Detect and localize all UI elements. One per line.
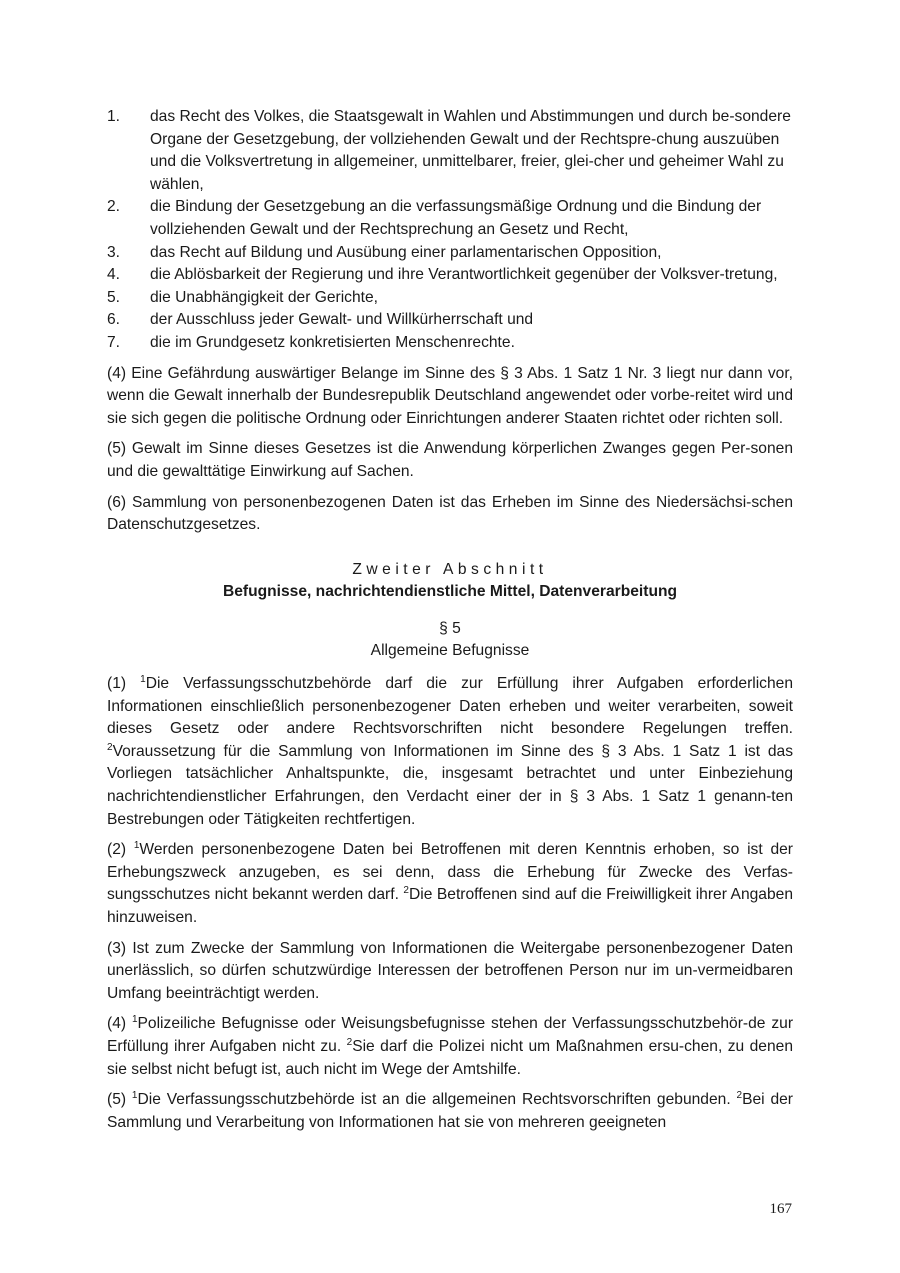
list-item-number: 7. xyxy=(107,333,121,351)
list-item-number: 6. xyxy=(107,311,121,329)
paragraph-5: (5) Gewalt im Sinne dieses Gesetzes ist die Anwendung körperlichen Zwanges gegen Per-sonen und die gewalttätige Einwirkung auf Sachen. xyxy=(107,440,793,480)
list-item-text: die Bindung der Gesetzgebung an die verfassungsmäßige Ordnung und die Bindung der vollziehenden Gewalt und der Rechtsprechung an Gesetz und Recht, xyxy=(150,198,762,238)
paragraph-heading xyxy=(107,618,793,663)
list-item-text: die im Grundgesetz konkretisierten Menschenrechte. xyxy=(150,333,515,351)
sentence-number: 1 xyxy=(140,674,146,686)
list-item-number: 2. xyxy=(107,198,121,216)
sentence-number: 2 xyxy=(736,1090,743,1102)
sentence-text: Polizeiliche Befugnisse oder Weisungsbefugnisse stehen der Verfassungsschutzbehör-de zur Erfüllung ihrer Aufgaben nicht zu. xyxy=(107,1015,794,1055)
sentence-number: 2 xyxy=(107,741,113,753)
list-item-number: 5. xyxy=(107,288,121,306)
section5-paragraph-2 xyxy=(107,839,793,929)
document-page xyxy=(107,106,793,1142)
section5-paragraph-3: (3) Ist zum Zwecke der Sammlung von Informationen die Weitergabe personenbezogener Daten unerlässlich, so dürfen schutzwürdige Interessen der betroffenen Person nur im un-vermeidbaren Umfang beeinträchtigt werden. xyxy=(107,939,793,1002)
section5-paragraph-4 xyxy=(107,1013,793,1081)
section5-paragraph-1 xyxy=(107,673,793,831)
list-item xyxy=(107,264,793,287)
list-item-text: die Unabhängigkeit der Gerichte, xyxy=(150,288,378,306)
list-item xyxy=(107,196,793,241)
para-prefix: (4) xyxy=(107,1015,132,1033)
paragraph-number: § 5 xyxy=(439,619,461,637)
list-item xyxy=(107,309,793,332)
section-heading xyxy=(107,559,793,604)
sentence-text: Sie darf die Polizei nicht um Maßnahmen ersu-chen, zu denen sie selbst nicht befugt ist, auch nicht im Wege der Amtshilfe. xyxy=(107,1037,793,1078)
list-item xyxy=(107,332,793,355)
list-item-number: 3. xyxy=(107,243,121,261)
paragraph-6: (6) Sammlung von personenbezogenen Daten ist das Erheben im Sinne des Niedersächsi-schen Datenschutzgesetzes. xyxy=(107,493,793,534)
sentence-number: 2 xyxy=(346,1036,353,1048)
sentence-text: Die Verfassungsschutzbehörde ist an die allgemeinen Rechtsvorschriften gebunden. xyxy=(137,1091,737,1109)
list-item-text: das Recht auf Bildung und Ausübung einer parlamentarischen Opposition, xyxy=(150,243,662,261)
sentence-text: Bei der Sammlung und Verarbeitung von Informationen hat sie von mehreren geeigneten xyxy=(107,1091,793,1131)
principles-list xyxy=(107,106,793,355)
sentence-text: Werden personenbezogene Daten bei Betroffenen mit deren Kenntnis erhoben, so ist der Erhebungszweck anzugeben, es sei denn, dass die Erhebung für Zwecke des Verfas-sungsschutzes nicht bekannt werden darf. xyxy=(107,841,793,904)
sentence-text: Die Verfassungsschutzbehörde darf die zur Erfüllung ihrer Aufgaben erforderlichen Informationen einschließlich personenbezogener Daten erheben und weiter verarbeiten, soweit dieses Gesetz oder andere Rechtsvorschriften nicht besondere Regelungen treffen. xyxy=(107,675,793,738)
sentence-number: 1 xyxy=(131,1014,138,1026)
paragraph-title: Allgemeine Befugnisse xyxy=(370,642,530,660)
section-title: Befugnisse, nachrichtendienstliche Mittel, Datenverarbeitung xyxy=(222,583,678,601)
list-item-number: 4. xyxy=(107,266,121,284)
para-prefix: (1) xyxy=(107,675,141,693)
sentence-text: Voraussetzung für die Sammlung von Informationen im Sinne des § 3 Abs. 1 Satz 1 ist das Vorliegen tatsächlicher Anhaltspunkte, die, insgesamt betrachtet und unter Einbeziehung nachrichtendienstlicher Erfahrungen, den Verdacht einer der in § 3 Abs. 1 Satz 1 genann-ten Bestrebungen oder Tätigkeiten rechtfertigen. xyxy=(107,742,793,828)
page-number: 167 xyxy=(769,1201,792,1217)
list-item xyxy=(107,106,793,196)
para-prefix: (5) xyxy=(107,1091,132,1109)
sentence-text: Die Betroffenen sind auf die Freiwilligkeit ihrer Angaben hinzuweisen. xyxy=(107,886,793,926)
sentence-number: 2 xyxy=(403,885,409,897)
list-item xyxy=(107,242,793,265)
list-item-number: 1. xyxy=(107,108,121,125)
list-item-text: die Ablösbarkeit der Regierung und ihre Verantwortlichkeit gegenüber der Volksver-tretung, xyxy=(150,266,778,284)
section-label: Zweiter Abschnitt xyxy=(352,560,548,578)
section5-paragraph-5 xyxy=(107,1089,793,1134)
paragraph-4: (4) Eine Gefährdung auswärtiger Belange im Sinne des § 3 Abs. 1 Satz 1 Nr. 3 liegt nur dann vor, wenn die Gewalt innerhalb der Bundesrepublik Deutschland angewendet oder vorbe-reitet wird und sie sich gegen die politische Ordnung oder Einrichtungen anderer Staaten richtet oder richten soll. xyxy=(107,364,793,427)
list-item-text: das Recht des Volkes, die Staatsgewalt in Wahlen und Abstimmungen und durch be-sondere Organe der Gesetzgebung, der vollziehenden Gewalt und der Rechtspre-chung auszuüben und die Volksvertretung in allgemeiner, unmittelbarer, freier, glei-cher und geheimer Wahl zu wählen, xyxy=(150,108,791,193)
list-item-text: der Ausschluss jeder Gewalt- und Willkürherrschaft und xyxy=(150,311,534,329)
list-item xyxy=(107,287,793,310)
sentence-number: 1 xyxy=(131,1090,138,1102)
sentence-number: 1 xyxy=(133,840,140,852)
para-prefix: (2) xyxy=(107,841,134,859)
